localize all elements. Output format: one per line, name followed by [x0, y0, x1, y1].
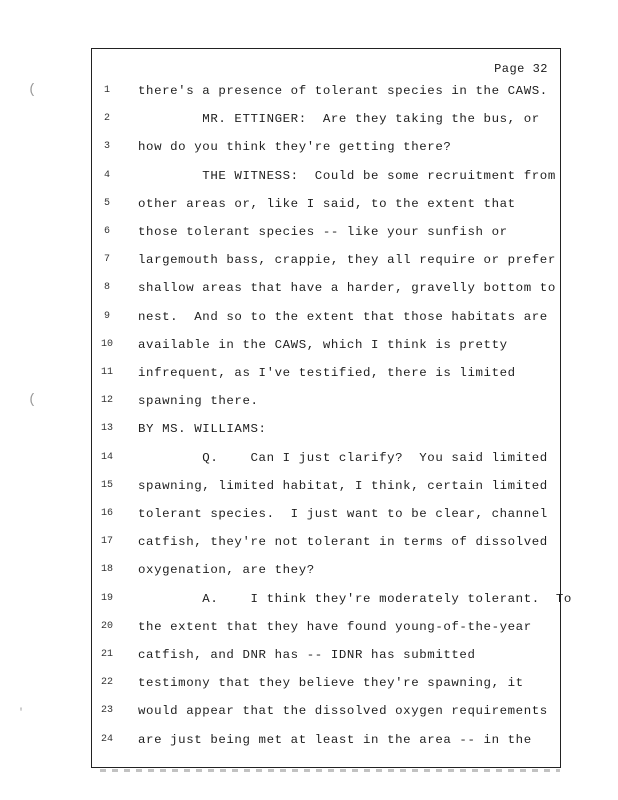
line-number: 2 [103, 113, 110, 125]
line-number: 22 [100, 677, 113, 689]
line-number: 5 [103, 197, 110, 209]
line-number: 14 [100, 451, 113, 463]
scan-artifact-left-mid: ( [28, 392, 37, 408]
transcript-line: other areas or, like I said, to the extent that [138, 196, 516, 211]
transcript-line: testimony that they believe they're spawning, it [138, 676, 524, 691]
transcript-line: spawning, limited habitat, I think, certain limited [138, 478, 548, 493]
line-number: 13 [100, 423, 113, 435]
line-number: 3 [103, 141, 110, 153]
transcript-line: nest. And so to the extent that those habitats are [138, 309, 548, 324]
line-number: 23 [100, 705, 113, 717]
line-number: 19 [100, 592, 113, 604]
transcript-line: BY MS. WILLIAMS: [138, 422, 267, 437]
transcript-line: catfish, and DNR has -- IDNR has submitted [138, 648, 476, 662]
transcript-line: MR. ETTINGER: Are they taking the bus, or [138, 112, 540, 127]
transcript-line: would appear that the dissolved oxygen requirements [138, 704, 548, 719]
line-number: 15 [100, 479, 113, 491]
line-number: 12 [100, 395, 113, 407]
line-number: 8 [103, 282, 110, 294]
transcript-line: the extent that they have found young-of-the-year [138, 619, 532, 634]
transcript-line: oxygenation, are they? [138, 563, 315, 578]
line-number: 20 [100, 620, 113, 632]
transcript-line: those tolerant species -- like your sunfish or [138, 225, 508, 239]
transcript-line: spawning there. [138, 394, 259, 409]
scan-artifact-left-bottom: ' [18, 708, 25, 719]
line-number: 11 [100, 367, 113, 378]
line-number: 16 [100, 508, 113, 519]
line-number: 9 [103, 310, 110, 322]
transcript-line: largemouth bass, crappie, they all require or prefer [138, 253, 556, 268]
transcript-line: Q. Can I just clarify? You said limited [138, 450, 548, 465]
page-number: Page 32 [494, 62, 548, 76]
line-number: 24 [100, 733, 113, 745]
line-number: 21 [100, 649, 113, 660]
transcript-line: there's a presence of tolerant species in the CAWS. [138, 84, 548, 98]
transcript-line: A. I think they're moderately tolerant. To [138, 591, 572, 606]
scan-artifact-left-top: ( [28, 82, 37, 98]
transcript-line: how do you think they're getting there? [138, 140, 452, 155]
transcript-line: shallow areas that have a harder, gravelly bottom to [138, 281, 556, 296]
line-number: 1 [103, 85, 110, 96]
line-number: 6 [103, 226, 110, 237]
scan-bottom-noise [100, 769, 560, 772]
transcript-line: are just being met at least in the area -- in the [138, 732, 532, 747]
transcript-line: catfish, they're not tolerant in terms of dissolved [138, 535, 548, 550]
transcript-line: available in the CAWS, which I think is pretty [138, 337, 508, 352]
transcript-line: tolerant species. I just want to be clear, channel [138, 507, 548, 521]
transcript-line: infrequent, as I've testified, there is limited [138, 366, 516, 380]
line-number: 4 [103, 169, 110, 181]
line-number: 10 [100, 338, 113, 350]
transcript-line: THE WITNESS: Could be some recruitment from [138, 168, 556, 183]
line-number: 18 [100, 564, 113, 576]
line-number: 17 [100, 536, 113, 548]
line-number: 7 [103, 254, 110, 266]
